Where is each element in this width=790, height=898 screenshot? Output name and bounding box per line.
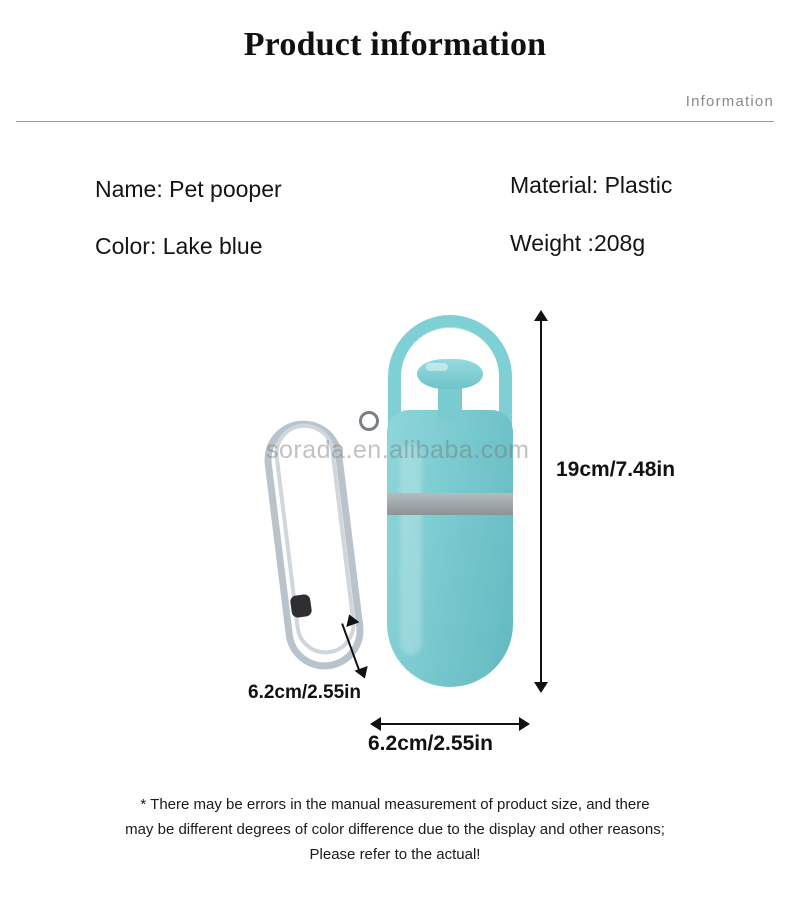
bottle-grey-band <box>387 493 513 515</box>
watermark: sorada.en.alibaba.com <box>266 436 530 464</box>
spec-color: Color: Lake blue <box>95 233 263 259</box>
height-arrow-bottom-icon <box>534 682 548 693</box>
pet-pooper-bottle <box>374 315 526 690</box>
product-image <box>0 300 790 755</box>
width-arrow-right-icon <box>519 717 530 731</box>
header-divider <box>16 121 774 122</box>
bottle-knob-highlight <box>426 363 448 371</box>
depth-label: 6.2cm/2.55in <box>248 682 362 703</box>
footer-line-3: Please refer to the actual! <box>309 846 481 863</box>
spec-name: Name: Pet pooper <box>95 176 282 202</box>
page-title: Product information <box>243 26 547 63</box>
width-dimension-line <box>378 723 523 725</box>
header-subtitle: Information <box>685 93 774 110</box>
bottle-body-highlight <box>400 445 422 655</box>
spec-material: Material: Plastic <box>510 172 673 198</box>
strap-stopper <box>290 594 313 619</box>
footer-line-1: * There may be errors in the manual measurement of product size, and there <box>140 796 650 813</box>
lanyard-strap <box>255 405 385 675</box>
height-label: 19cm/7.48in <box>556 458 676 481</box>
height-dimension-line <box>540 318 542 686</box>
width-label: 6.2cm/2.55in <box>368 732 493 755</box>
footer-disclaimer <box>0 792 790 867</box>
spec-weight: Weight :208g <box>510 230 646 256</box>
footer-line-2: may be different degrees of color difference due to the display and other reasons; <box>125 821 665 838</box>
